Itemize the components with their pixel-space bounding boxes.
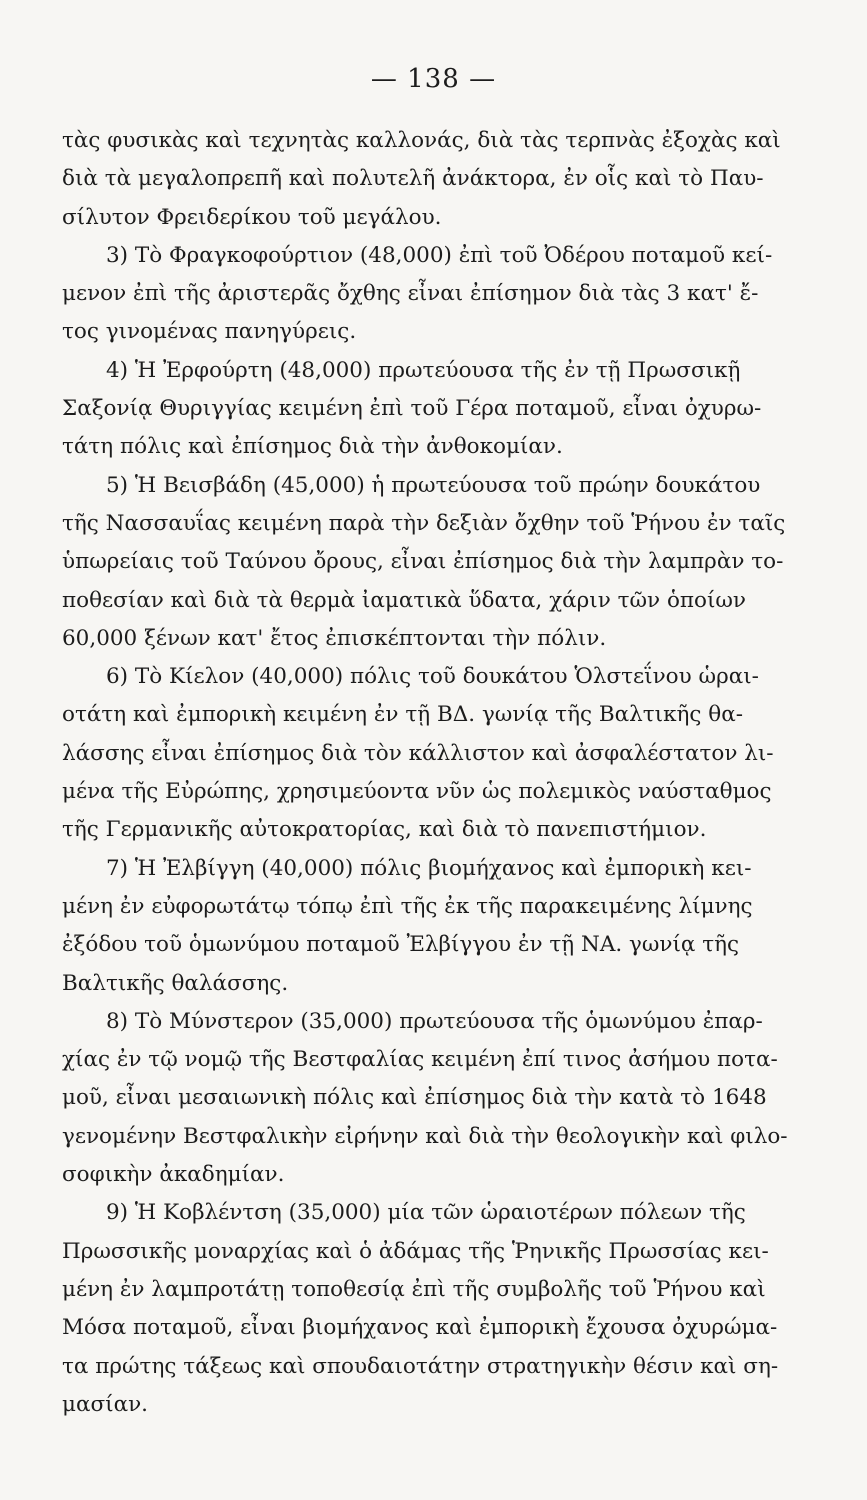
text-line: ὑπωρείαις τοῦ Ταύνου ὄρους, εἶναι ἐπίσημος διὰ τὴν λαμπρὰν το- [62, 549, 784, 575]
text-line: 6) Τὸ Κίελον (40,000) πόλις τοῦ δουκάτου Ὁλστεΐνου ὡραι- [106, 664, 759, 690]
text-line: ἐξόδου τοῦ ὁμωνύμου ποταμοῦ Ἐλβίγγου ἐν τῇ ΝΑ. γωνίᾳ τῆς [62, 932, 740, 958]
text-line: γενομένην Βεστφαλικὴν εἰρήνην καὶ διὰ τὴν θεολογικὴν καὶ φιλο- [62, 1123, 788, 1149]
text-line: ποθεσίαν καὶ διὰ τὰ θερμὰ ἰαματικὰ ὕδατα, χάριν τῶν ὁποίων [62, 587, 747, 613]
text-line: οτάτη καὶ ἐμπορικὴ κειμένη ἐν τῇ ΒΔ. γωνίᾳ τῆς Βαλτικῆς θα- [62, 702, 744, 728]
body-text [62, 122, 818, 1424]
text-line: μένη ἐν εὐφορωτάτῳ τόπῳ ἐπὶ τῆς ἐκ τῆς παρακειμένης λίμνης [62, 893, 753, 919]
text-line: μένη ἐν λαμπροτάτῃ τοποθεσίᾳ ἐπὶ τῆς συμβολῆς τοῦ Ῥήνου καὶ [62, 1276, 766, 1302]
text-line: 60,000 ξένων κατ' ἔτος ἐπισκέπτονται τὴν πόλιν. [62, 625, 607, 651]
text-line: 8) Τὸ Μύνστερον (35,000) πρωτεύουσα τῆς ὁμωνύμου ἐπαρ- [106, 1008, 763, 1034]
text-line: χίας ἐν τῷ νομῷ τῆς Βεστφαλίας κειμένη ἐπί τινος ἀσήμου ποτα- [62, 1047, 778, 1073]
text-line: σοφικὴν ἀκαδημίαν. [62, 1162, 285, 1188]
text-line: σίλυτον Φρειδερίκου τοῦ μεγάλου. [62, 204, 442, 230]
text-line: Πρωσσικῆς μοναρχίας καὶ ὁ ἀδάμας τῆς Ῥηνικῆς Πρωσσίας κει- [62, 1238, 769, 1264]
text-line: Μόσα ποταμοῦ, εἶναι βιομήχανος καὶ ἐμπορικὴ ἔχουσα ὀχυρώμα- [62, 1315, 778, 1341]
text-line: τος γινομένας πανηγύρεις. [62, 319, 357, 345]
text-line: λάσσης εἶναι ἐπίσημος διὰ τὸν κάλλιστον καὶ ἀσφαλέστατον λι- [62, 740, 774, 766]
text-line: 7) Ἡ Ἐλβίγγη (40,000) πόλις βιομήχανος καὶ ἐμπορικὴ κει- [106, 855, 752, 881]
text-line: τῆς Νασσαυΐας κειμένη παρὰ τὴν δεξιὰν ὄχθην τοῦ Ῥήνου ἐν ταῖς [62, 510, 786, 536]
text-line: μασίαν. [62, 1391, 149, 1417]
page-number: — 138 — [370, 64, 497, 94]
text-line: 9) Ἡ Κοβλέντση (35,000) μία τῶν ὡραιοτέρων πόλεων τῆς [106, 1200, 746, 1226]
text-line: μενον ἐπὶ τῆς ἀριστερᾶς ὄχθης εἶναι ἐπίσημον διὰ τὰς 3 κατ' ἔ- [62, 281, 759, 307]
text-line: τῆς Γερμανικῆς αὐτοκρατορίας, καὶ διὰ τὸ πανεπιστήμιον. [62, 817, 707, 843]
text-line: Σαξονίᾳ Θυριγγίας κειμένη ἐπὶ τοῦ Γέρα ποταμοῦ, εἶναι ὀχυρω- [62, 396, 762, 422]
text-line: διὰ τὰ μεγαλοπρεπῆ καὶ πολυτελῆ ἀνάκτορα, ἐν οἷς καὶ τὸ Παυ- [62, 166, 764, 192]
text-line: Βαλτικῆς θαλάσσης. [62, 970, 289, 996]
text-line: μένα τῆς Εὐρώπης, χρησιμεύοντα νῦν ὡς πολεμικὸς ναύσταθμος [62, 779, 772, 805]
text-line: 4) Ἡ Ἐρφούρτη (48,000) πρωτεύουσα τῆς ἐν τῇ Πρωσσικῇ [106, 357, 741, 383]
text-line: μοῦ, εἶναι μεσαιωνικὴ πόλις καὶ ἐπίσημος διὰ τὴν κατὰ τὸ 1648 [62, 1085, 767, 1111]
text-line: 3) Τὸ Φραγκοφούρτιον (48,000) ἐπὶ τοῦ Ὀδέρου ποταμοῦ κεί- [106, 242, 773, 268]
text-line: τάτη πόλις καὶ ἐπίσημος διὰ τὴν ἀνθοκομίαν. [62, 434, 563, 460]
text-line: τὰς φυσικὰς καὶ τεχνητὰς καλλονάς, διὰ τὰς τερπνὰς ἐξοχὰς καὶ [62, 128, 781, 153]
text-line: τα πρώτης τάξεως καὶ σπουδαιοτάτην στρατηγικὴν θέσιν καὶ ση- [62, 1353, 779, 1379]
text-line: 5) Ἡ Βεισβάδη (45,000) ἡ πρωτεύουσα τοῦ πρώην δουκάτου [106, 472, 761, 498]
